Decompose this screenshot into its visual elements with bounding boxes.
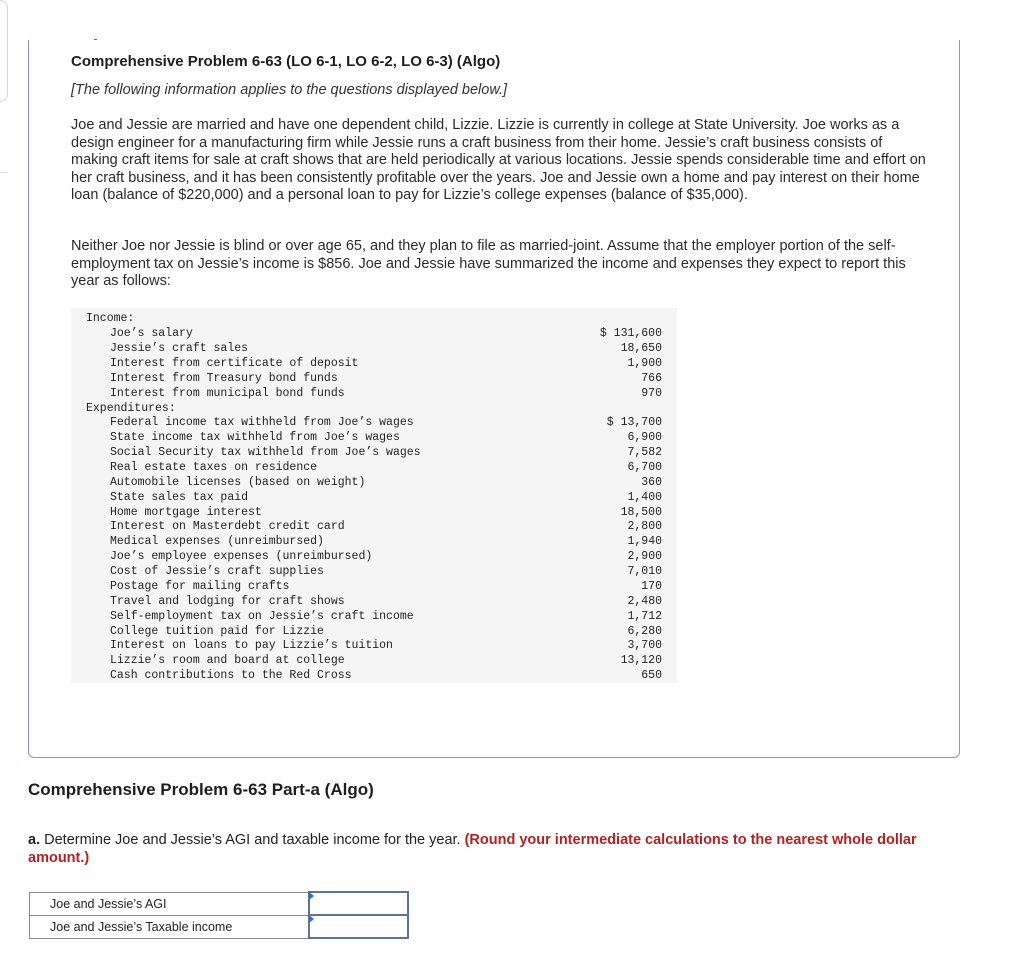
table-row <box>71 446 677 461</box>
row-amount: 7,582 <box>627 446 662 459</box>
row-label: Self-employment tax on Jessie’s craft income <box>110 610 414 623</box>
row-amount: 2,480 <box>627 595 662 608</box>
table-row <box>71 342 677 357</box>
table-row <box>71 372 677 387</box>
question-label: a. <box>28 832 41 848</box>
row-label: Interest on Masterdebt credit card <box>110 520 345 533</box>
table-row <box>71 357 677 372</box>
problem-paragraph-2: Neither Joe nor Jessie is blind or over age 65, and they plan to file as married-joint. Assume that the employer portion of the self-employment tax on Jessie’s income is $856. Joe and Jessie have summarized the income and expenses they expect to report this year as follows: <box>71 238 906 289</box>
table-row <box>71 550 677 565</box>
answer-table <box>29 891 409 939</box>
row-amount: 6,700 <box>627 461 662 474</box>
row-amount: 1,940 <box>627 535 662 548</box>
row-label: Travel and lodging for craft shows <box>110 595 345 608</box>
row-label: State income tax withheld from Joe’s wages <box>110 431 400 444</box>
row-label: Social Security tax withheld from Joe’s wages <box>110 446 421 459</box>
row-amount: 360 <box>641 476 662 489</box>
row-amount: 18,500 <box>620 506 662 519</box>
table-row <box>71 520 677 535</box>
problem-subtitle: [The following information applies to the questions displayed below.] <box>71 82 508 98</box>
table-row <box>71 506 677 521</box>
table-row <box>71 491 677 506</box>
row-label: Joe’s salary <box>110 327 193 340</box>
row-amount: 1,900 <box>627 357 662 370</box>
row-amount: $ 13,700 <box>606 416 662 429</box>
row-amount: 2,900 <box>627 550 662 563</box>
row-amount: 650 <box>641 669 662 682</box>
answer-row-agi <box>30 892 409 915</box>
taxable-income-label: Joe and Jessie’s Taxable income <box>30 915 310 938</box>
row-label: Real estate taxes on residence <box>110 461 318 474</box>
income-header: Income: <box>86 312 135 325</box>
row-label: Interest on loans to pay Lizzie’s tuition <box>110 639 393 652</box>
row-label: Lizzie’s room and board at college <box>110 654 345 667</box>
row-amount: 7,010 <box>627 565 662 578</box>
row-amount: 2,800 <box>627 520 662 533</box>
row-amount: 766 <box>641 372 662 385</box>
left-divider <box>0 172 8 173</box>
table-row <box>71 654 677 669</box>
question-text: Determine Joe and Jessie’s AGI and taxable income for the year. <box>44 832 461 848</box>
row-amount: 970 <box>641 387 662 400</box>
table-row <box>71 387 677 402</box>
row-label: Joe’s employee expenses (unreimbursed) <box>110 550 373 563</box>
table-row <box>71 639 677 654</box>
row-amount: 170 <box>641 580 662 593</box>
part-a-title: Comprehensive Problem 6-63 Part-a (Algo) <box>28 780 374 799</box>
row-amount: 6,280 <box>627 625 662 638</box>
row-label: Interest from municipal bond funds <box>110 387 345 400</box>
row-label: Medical expenses (unreimbursed) <box>110 535 324 548</box>
table-row <box>71 327 677 342</box>
table-row <box>71 610 677 625</box>
taxable-income-input[interactable] <box>310 917 407 936</box>
income-header-row <box>71 312 677 327</box>
row-label: Cost of Jessie’s craft supplies <box>110 565 324 578</box>
row-label: Federal income tax withheld from Joe’s wages <box>110 416 414 429</box>
answer-row-taxable-income <box>30 915 409 938</box>
financial-summary-table <box>71 308 677 683</box>
table-row <box>71 431 677 446</box>
problem-title: Comprehensive Problem 6-63 (LO 6-1, LO 6-2, LO 6-3) (Algo) <box>71 53 501 70</box>
expenditures-header: Expenditures: <box>86 402 176 415</box>
agi-input-cell <box>309 892 408 915</box>
table-row <box>71 580 677 595</box>
table-row <box>71 625 677 640</box>
row-amount: 1,400 <box>627 491 662 504</box>
agi-label: Joe and Jessie’s AGI <box>30 892 310 915</box>
row-amount: 6,900 <box>627 431 662 444</box>
row-label: Postage for mailing crafts <box>110 580 290 593</box>
expenditures-header-row <box>71 402 677 417</box>
row-label: Automobile licenses (based on weight) <box>110 476 366 489</box>
row-amount: 3,700 <box>627 639 662 652</box>
row-amount: 18,650 <box>620 342 662 355</box>
problem-paragraph-1: Joe and Jessie are married and have one dependent child, Lizzie. Lizzie is currently in college at State University. Joe works as a design engineer for a manufacturing firm while Jessie runs a craft business from their home. Jessie’s craft business consists of making craft items for sale at craft shows that are held periodically at various locations. Jessie spends considerable time and effort on her craft business, and it has been consistently profitable over the years. Joe and Jessie own a home and pay interest on their home loan (balance of $220,000) and a personal loan to pay for Lizzie’s college expenses (balance of $35,000). <box>71 117 926 203</box>
taxable-income-input-cell <box>309 915 408 938</box>
table-row <box>71 595 677 610</box>
row-amount: 1,712 <box>627 610 662 623</box>
table-row <box>71 565 677 580</box>
rounding-instruction: (Round your intermediate calculations to the nearest whole dollar amount.) <box>28 832 917 866</box>
table-row <box>71 535 677 550</box>
row-label: Interest from certificate of deposit <box>110 357 359 370</box>
row-label: Interest from Treasury bond funds <box>110 372 338 385</box>
header-tick <box>94 39 97 40</box>
table-row <box>71 416 677 431</box>
row-amount: $ 131,600 <box>599 327 662 340</box>
row-amount: 13,120 <box>620 654 662 667</box>
row-label: Home mortgage interest <box>110 506 262 519</box>
left-panel-tab <box>0 0 8 102</box>
row-label: College tuition paid for Lizzie <box>110 625 324 638</box>
row-label: Jessie’s craft sales <box>110 342 249 355</box>
row-label: State sales tax paid <box>110 491 249 504</box>
table-row <box>71 476 677 491</box>
part-a-question <box>28 832 948 867</box>
table-row <box>71 669 677 684</box>
row-label: Cash contributions to the Red Cross <box>110 669 352 682</box>
agi-input[interactable] <box>310 894 407 913</box>
table-row <box>71 461 677 476</box>
